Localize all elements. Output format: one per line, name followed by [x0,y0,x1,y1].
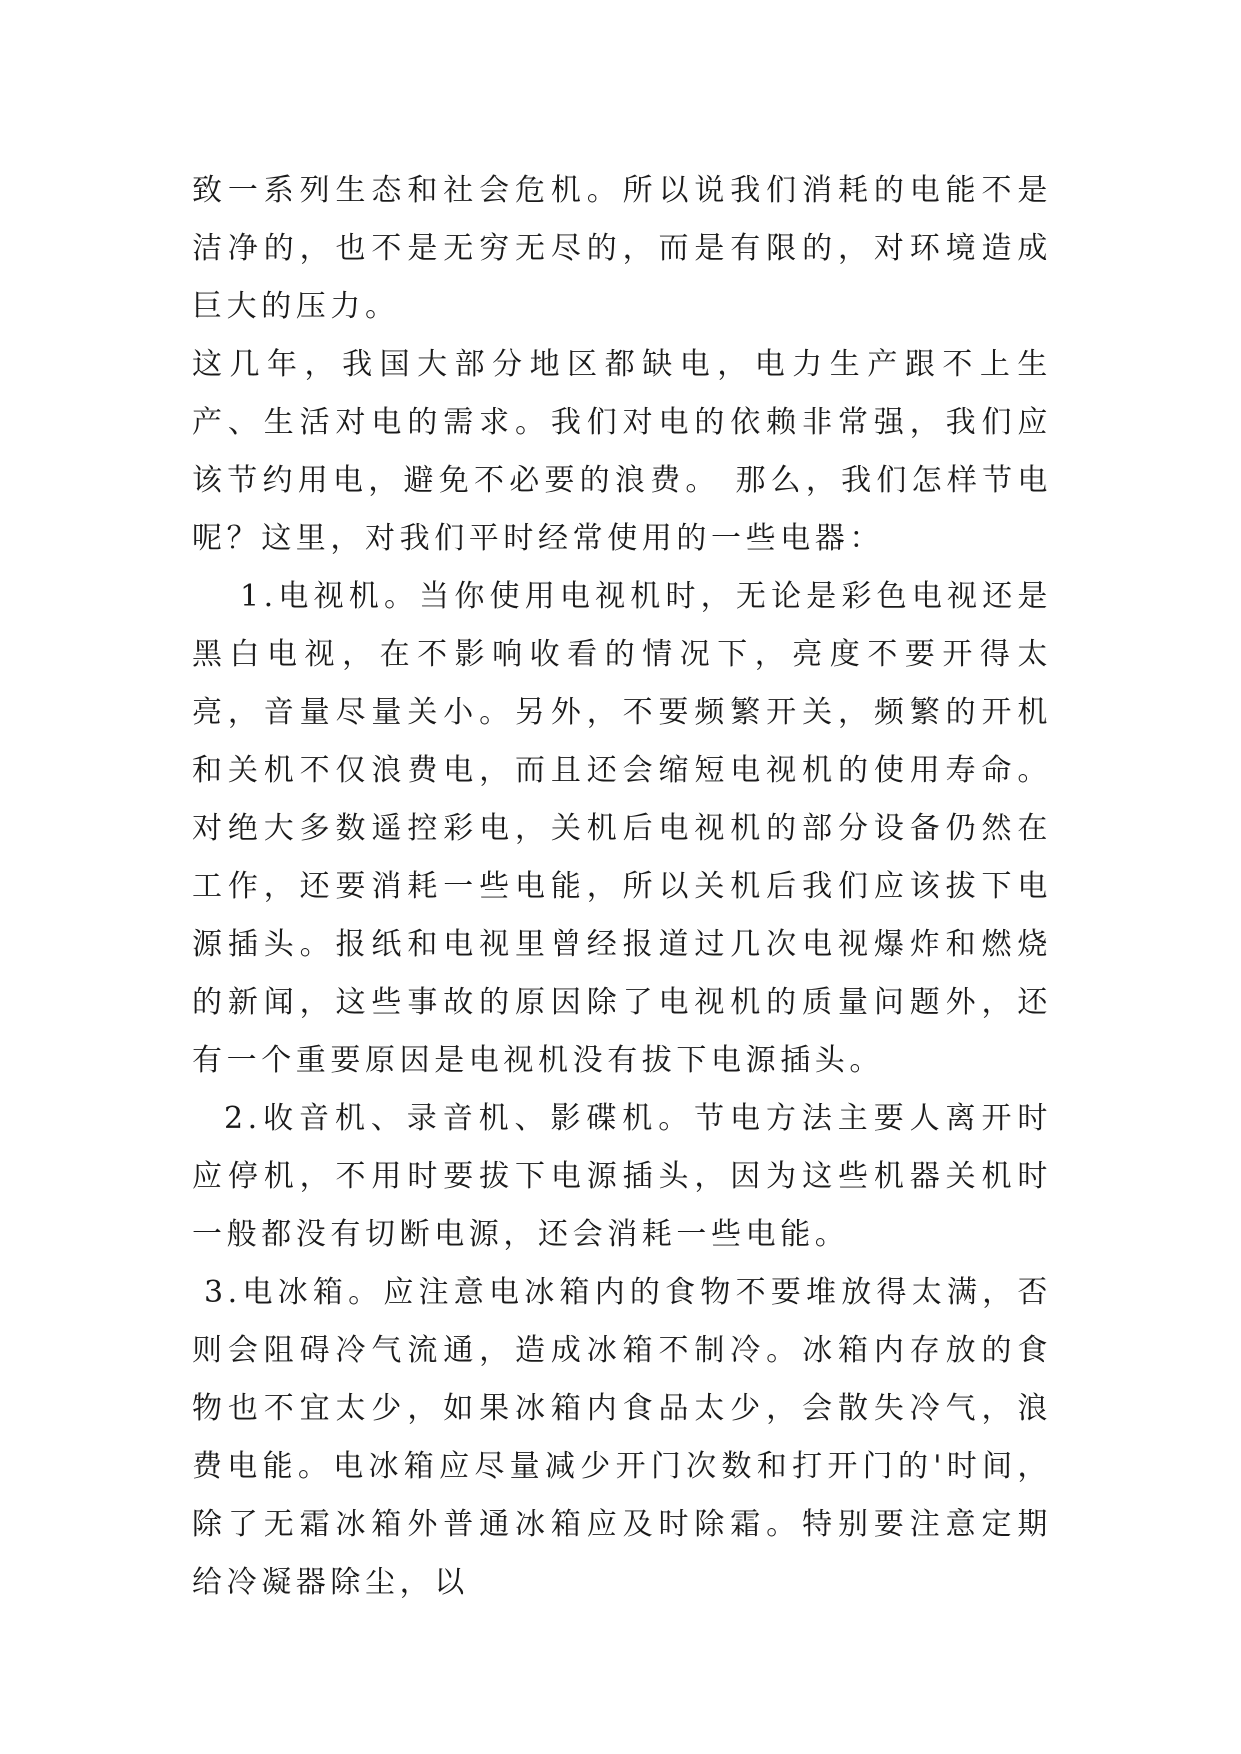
document-body [192,162,1052,1612]
paragraph-refrigerator: 3.电冰箱。应注意电冰箱内的食物不要堆放得太满，否则会阻碍冷气流通，造成冰箱不制冷。冰箱内存放的食物也不宜太少，如果冰箱内食品太少，会散失冷气，浪费电能。电冰箱应尽量减少开门次数和打开门的'时间，除了无霜冰箱外普通冰箱应及时除霜。特别要注意定期给冷凝器除尘，以 [192,1275,1052,1600]
paragraph-power-shortage: 这几年，我国大部分地区都缺电，电力生产跟不上生产、生活对电的需求。我们对电的依赖非常强，我们应该节约用电，避免不必要的浪费。 那么，我们怎样节电呢？这里，对我们平时经常使用的一些电器： [192,347,1052,556]
paragraph-television: 1.电视机。当你使用电视机时，无论是彩色电视还是黑白电视，在不影响收看的情况下，亮度不要开得太亮，音量尽量关小。另外，不要频繁开关，频繁的开机和关机不仅浪费电，而且还会缩短电视机的使用寿命。对绝大多数遥控彩电，关机后电视机的部分设备仍然在工作，还要消耗一些电能，所以关机后我们应该拔下电源插头。报纸和电视里曾经报道过几次电视爆炸和燃烧的新闻，这些事故的原因除了电视机的质量问题外，还有一个重要原因是电视机没有拔下电源插头。 [192,579,1052,1078]
paragraph-audio-devices: 2.收音机、录音机、影碟机。节电方法主要人离开时应停机，不用时要拔下电源插头，因为这些机器关机时一般都没有切断电源，还会消耗一些电能。 [192,1101,1052,1252]
paragraph-energy-crisis: 致一系列生态和社会危机。所以说我们消耗的电能不是洁净的，也不是无穷无尽的，而是有限的，对环境造成巨大的压力。 [192,173,1052,324]
